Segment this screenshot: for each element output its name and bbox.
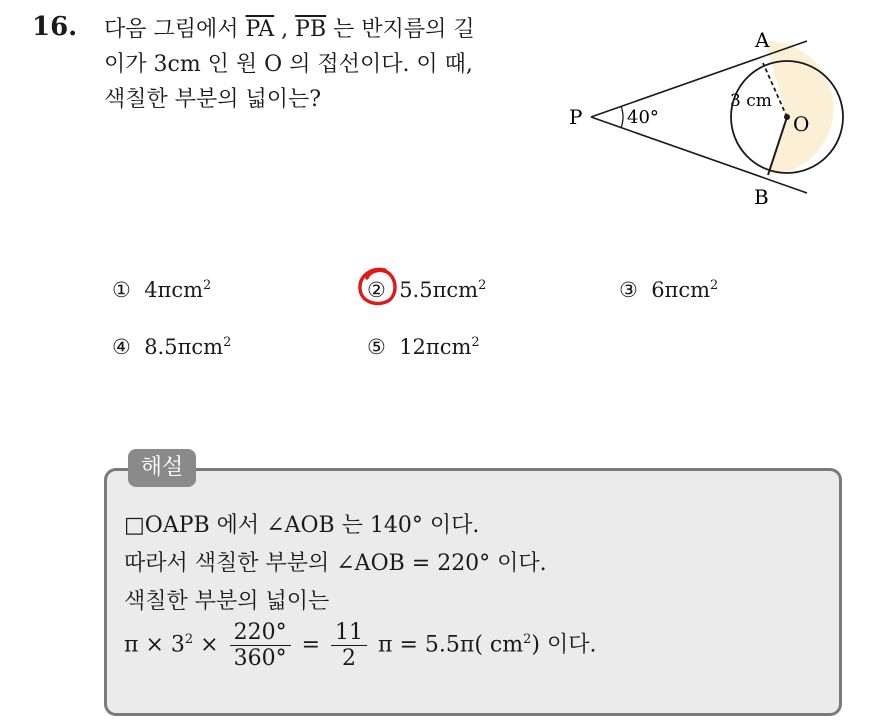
choice-3[interactable] bbox=[619, 278, 718, 302]
choice-1-value: 4πcm bbox=[144, 278, 204, 302]
fraction-angle-num: 220° bbox=[230, 620, 291, 646]
formula-part-c: π = 5.5π( cm bbox=[378, 632, 524, 658]
choice-3-mark: ③ bbox=[619, 278, 638, 302]
label-o: O bbox=[793, 112, 810, 136]
fraction-result-num: 11 bbox=[331, 620, 367, 646]
question-text bbox=[104, 12, 564, 117]
answer-circle-mark bbox=[355, 264, 401, 310]
solution-line-3: 색칠한 부분의 넓이는 bbox=[124, 589, 330, 614]
formula-part-a: π × 3 bbox=[124, 632, 185, 658]
choice-5-sup: 2 bbox=[471, 335, 480, 350]
fraction-result bbox=[331, 620, 367, 671]
question-line-1 bbox=[104, 12, 564, 47]
choice-5[interactable] bbox=[367, 335, 480, 359]
fraction-result-den: 2 bbox=[342, 646, 357, 671]
formula-times: × bbox=[193, 632, 226, 658]
center-dot bbox=[784, 114, 790, 120]
choice-4-sup: 2 bbox=[223, 335, 232, 350]
choice-2-value: 5.5πcm bbox=[399, 278, 479, 302]
fraction-angle-den: 360° bbox=[233, 646, 287, 671]
fraction-angle bbox=[230, 620, 291, 671]
solution-tag: 해설 bbox=[128, 449, 196, 487]
formula-equals: = bbox=[301, 632, 328, 658]
choice-1-mark: ① bbox=[112, 278, 131, 302]
question-number: 16. bbox=[32, 12, 78, 42]
segment-separator: , bbox=[274, 17, 296, 42]
choice-5-value: 12πcm bbox=[399, 335, 472, 359]
radius-label: 3 cm bbox=[730, 91, 772, 111]
choice-2-mark: ② bbox=[367, 278, 386, 302]
choice-5-mark: ⑤ bbox=[367, 335, 386, 359]
formula-exp-c: 2 bbox=[523, 632, 532, 648]
question-line-3: 색칠한 부분의 넓이는? bbox=[104, 87, 322, 112]
solution-line-4 bbox=[124, 620, 596, 671]
solution-line-1: □OAPB 에서 ∠AOB 는 140° 이다. bbox=[124, 513, 480, 538]
question-line-2: 이가 3cm 인 원 O 의 접선이다. 이 때, bbox=[104, 52, 473, 77]
formula-exp-a: 2 bbox=[184, 632, 194, 648]
solution-line-2: 따라서 색칠한 부분의 ∠AOB = 220° 이다. bbox=[124, 551, 547, 576]
choice-4[interactable] bbox=[112, 335, 231, 359]
choice-3-sup: 2 bbox=[710, 278, 719, 293]
segment-pa: $\overline{PA}$ bbox=[245, 17, 275, 42]
choice-4-mark: ④ bbox=[112, 335, 131, 359]
tangent-circle-figure bbox=[555, 20, 855, 220]
label-b: B bbox=[754, 185, 769, 209]
choice-2-sup: 2 bbox=[478, 278, 487, 293]
choice-3-value: 6πcm bbox=[651, 278, 711, 302]
tangent-pa bbox=[591, 41, 807, 117]
choice-4-value: 8.5πcm bbox=[144, 335, 224, 359]
label-a: A bbox=[755, 28, 770, 52]
angle-label: 40° bbox=[627, 107, 659, 128]
label-p: P bbox=[569, 105, 583, 129]
segment-pb: $\overline{PB}$ bbox=[295, 17, 327, 42]
choice-1[interactable] bbox=[112, 278, 211, 302]
formula-part-d: ) 이다. bbox=[531, 632, 597, 658]
question-line-1-pre: 다음 그림에서 bbox=[104, 17, 246, 42]
question-line-1-post: 는 반지름의 길 bbox=[326, 17, 475, 42]
choice-1-sup: 2 bbox=[203, 278, 212, 293]
angle-arc bbox=[621, 106, 623, 128]
